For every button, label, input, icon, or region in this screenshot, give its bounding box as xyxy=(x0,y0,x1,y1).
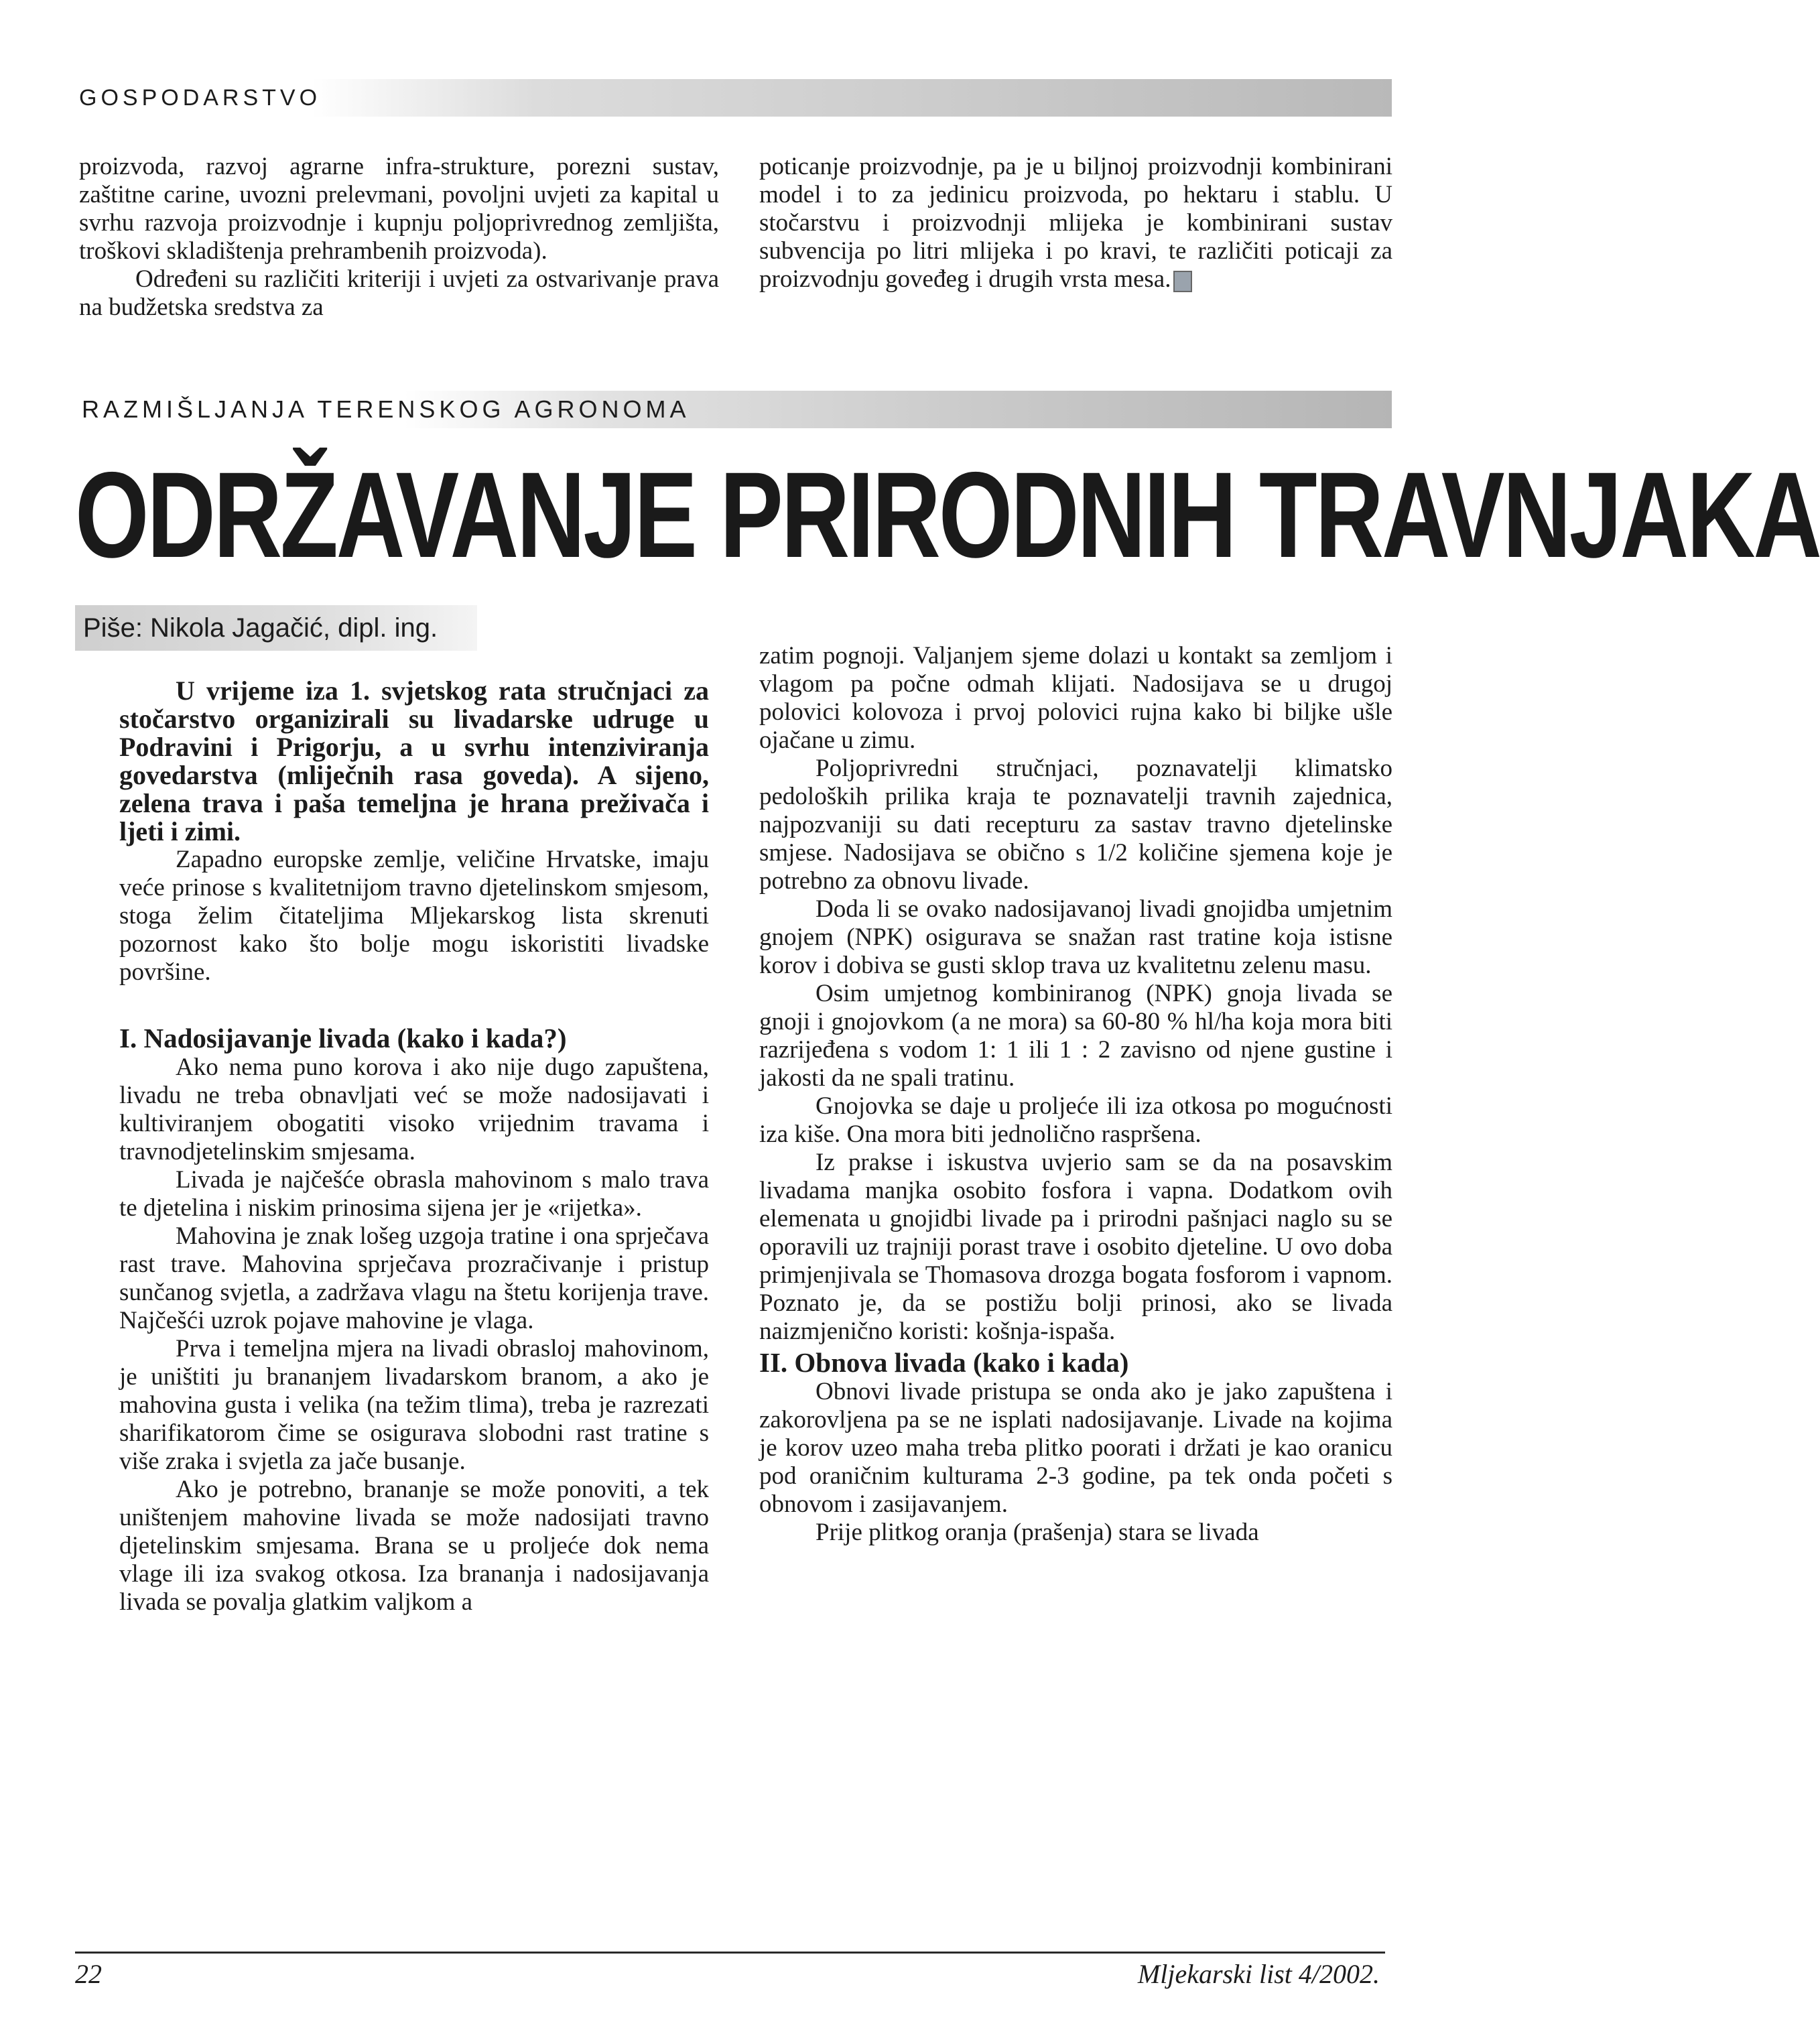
right-paragraph-4: Osim umjetnog kombiniranog (NPK) gnoja livada se gnoji i gnojovkom (a ne mora) sa 60-80 % hl/ha koja mora biti razrijeđena s vodom 1: 1 ili 1 : 2 zavisno od njene gustine i jakosti da ne spali tratinu. xyxy=(759,980,1392,1092)
right-paragraph-2: Poljoprivredni stručnjaci, poznavatelji klimatsko pedoloških prilika kraja te poznavatelji travnih zajednica, najpozvaniji su dati recepturu za sastav travno djetelinske smjese. Nadosijava se obično s 1/2 količine sjemena koje je potrebno za obnovu livade. xyxy=(759,755,1392,895)
right-paragraph-5: Gnojovka se daje u proljeće ili iza otkosa po mogućnosti iza kiše. Ona mora biti jednolično raspršena. xyxy=(759,1092,1392,1148)
end-of-article-icon xyxy=(1173,271,1192,292)
top-left-column xyxy=(79,153,719,322)
article-title: ODRŽAVANJE PRIRODNIH TRAVNJAKA xyxy=(75,446,1820,583)
subsection-header-bar xyxy=(75,391,1392,428)
section-label: GOSPODARSTVO xyxy=(79,84,322,111)
top-left-paragraph-2: Određeni su različiti kriteriji i uvjeti za ostvarivanje prava na budžetska sredstva za xyxy=(79,265,719,321)
section-2-heading: II. Obnova livada (kako i kada) xyxy=(759,1347,1129,1378)
section-1-paragraph-1: Ako nema puno korova i ako nije dugo zapuštena, livadu ne treba obnavljati već se može nadosijavati i kultiviranjem obogatiti visoko vrijednim travama i travnodjetelinskim smjesama. xyxy=(119,1054,709,1165)
article-left-column xyxy=(119,677,709,1616)
right-paragraph-6: Iz prakse i iskustva uvjerio sam se da na posavskim livadama manjka osobito fosfora i vapna. Dodatkom ovih elemenata u gnojidbi livade pa i prirodni pašnjaci naglo su se oporavili uz trajniji porast trave i osobito djeteline. U ovo doba primjenjivala se Thomasova drozga bogata fosforom i vapnom. Poznato je, da se postižu bolji prinosi, ako se livada naizmjenično koristi: košnja-ispaša. xyxy=(759,1149,1392,1345)
article-lead: U vrijeme iza 1. svjetskog rata stručnjaci za stočarstvo organizirali su livadarske udruge u Podravini i Prigorju, a u svrhu intenziviranja govedarstva (mliječnih rasa goveda). A sijeno, zelena trava i paša temeljna je hrana preživača i ljeti i zimi. xyxy=(119,676,709,846)
right-paragraph-1: zatim pognoji. Valjanjem sjeme dolazi u kontakt sa zemljom i vlagom pa počne odmah klijati. Nadosijava se u drugoj polovici kolovoza i prvoj polovici rujna kako bi biljke ušle ojačane u zimu. xyxy=(759,642,1392,754)
section-2-paragraph-1: Obnovi livade pristupa se onda ako je jako zapuštena i zakorovljena pa se ne isplati nadosijavanje. Livade na kojima je korov uzeo maha treba plitko poorati i držati je kao oranicu pod oraničnim kulturama 2-3 godine, pa tek onda početi s obnovom i zasijavanjem. xyxy=(759,1378,1392,1518)
journal-issue: Mljekarski list 4/2002. xyxy=(1137,1959,1380,1989)
subsection-label: RAZMIŠLJANJA TERENSKOG AGRONOMA xyxy=(82,395,690,423)
footer-rule xyxy=(75,1952,1385,1954)
article-intro: Zapadno europske zemlje, veličine Hrvatske, imaju veće prinose s kvalitetnijom travno djetelinskom smjesom, stoga želim čitateljima Mljekarskog lista skrenuti pozornost kako što bolje mogu iskoristiti livadske površine. xyxy=(119,846,709,986)
top-right-paragraph: poticanje proizvodnje, pa je u biljnoj proizvodnji kombinirani model i to za jedinicu proizvoda, po hektaru i stablu. U stočarstvu i proizvodnji mlijeka je kombinirani sustav subvencija po litri mlijeka i po kravi, te različiti poticaji za proizvodnju goveđeg i drugih vrsta mesa. xyxy=(759,153,1392,293)
page-number: 22 xyxy=(75,1959,102,1989)
section-1-paragraph-5: Ako je potrebno, brananje se može ponoviti, a tek uništenjem mahovine livada se može nadosijati travno djetelinskim smjesama. Brana se u proljeće dok nema vlage ili iza svakog otkosa. Iza brananja i nadosijavanja livada se povalja glatkim valjkom a xyxy=(119,1476,709,1616)
section-2-paragraph-2: Prije plitkog oranja (prašenja) stara se livada xyxy=(816,1519,1259,1546)
section-header-bar xyxy=(75,79,1392,117)
section-1-heading: I. Nadosijavanje livada (kako i kada?) xyxy=(119,1023,567,1054)
top-right-column xyxy=(759,153,1392,294)
section-1-paragraph-2: Livada je najčešće obrasla mahovinom s malo trava te djetelina i niskim prinosima sijena jer je «rijetka». xyxy=(119,1166,709,1222)
section-1-paragraph-4: Prva i temeljna mjera na livadi obrasloj mahovinom, je uništiti ju brananjem livadarskom branom, a ako je mahovina gusta i velika (na težim tlima), treba je razrezati sharifikatorom čime se osigurava slobodni rast tratine s više zraka i svjetla za jače busanje. xyxy=(119,1335,709,1475)
top-left-paragraph-1: proizvoda, razvoj agrarne infra-strukture, porezni sustav, zaštitne carine, uvozni prelevmani, povoljni uvjeti za kapital u svrhu razvoja proizvodnje i kupnju poljoprivrednog zemljišta, troškovi skladištenja prehrambenih proizvoda). xyxy=(79,153,719,265)
article-right-column xyxy=(759,642,1392,1547)
author-byline: Piše: Nikola Jagačić, dipl. ing. xyxy=(83,613,438,643)
right-paragraph-3: Doda li se ovako nadosijavanoj livadi gnojidba umjetnim gnojem (NPK) osigurava se snažan rast tratine koja istisne korov i dobiva se gusti sklop trava uz kvalitetnu zelenu masu. xyxy=(759,895,1392,979)
section-1-paragraph-3: Mahovina je znak lošeg uzgoja tratine i ona sprječava rast trave. Mahovina sprječava prozračivanje i pristup sunčanog svjetla, a zadržava vlagu na štetu korijenja trave. Najčešći uzrok pojave mahovine je vlaga. xyxy=(119,1222,709,1334)
author-box xyxy=(75,605,477,651)
